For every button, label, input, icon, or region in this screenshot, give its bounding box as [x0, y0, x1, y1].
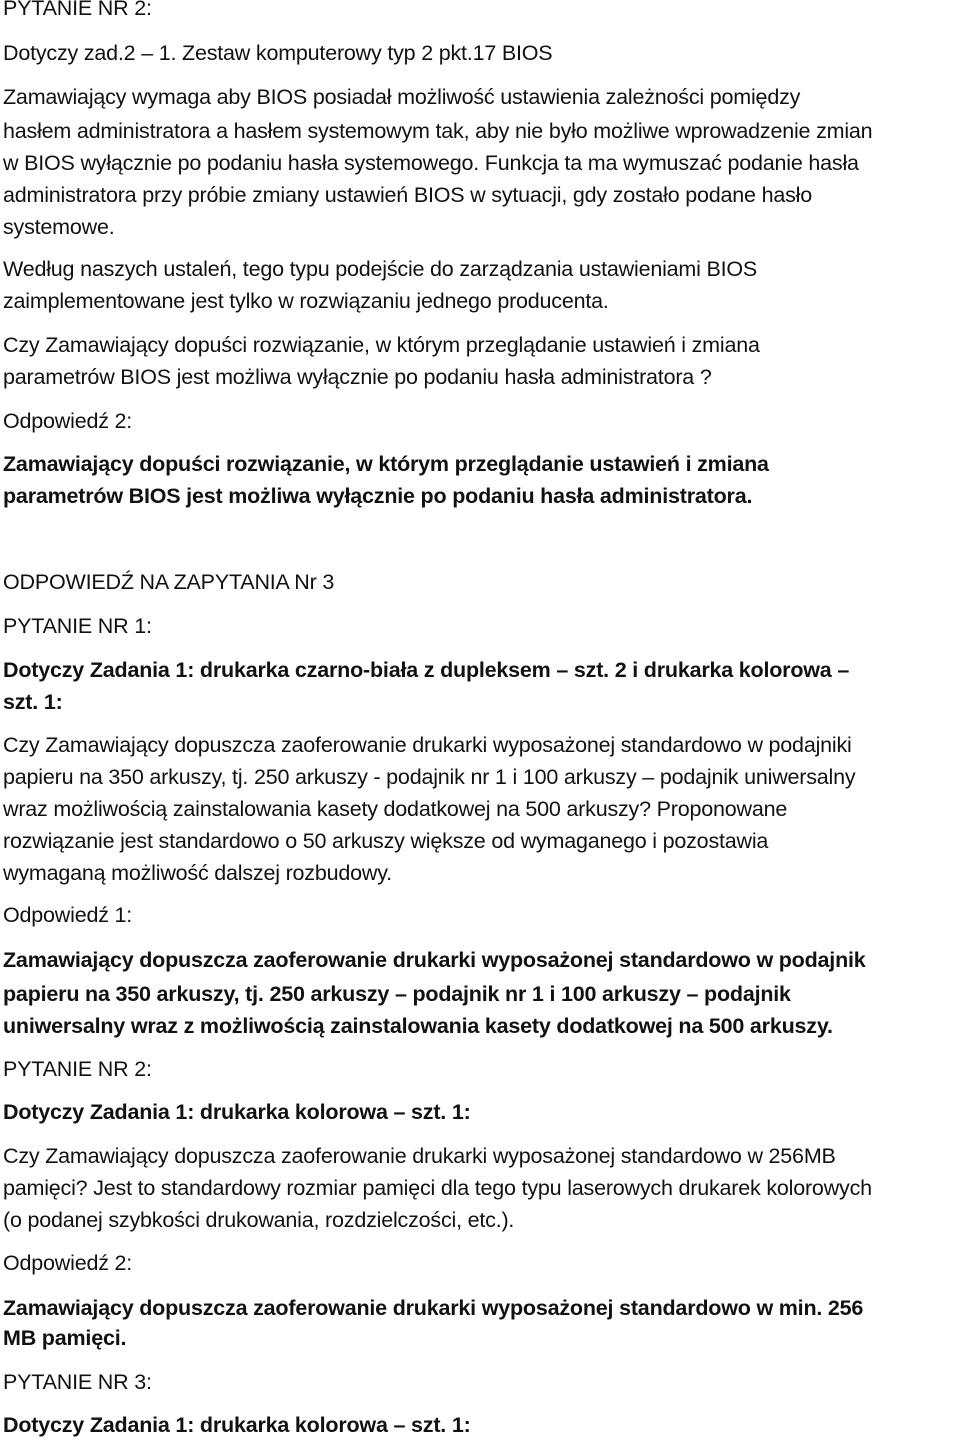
question-2-heading: PYTANIE NR 2:	[3, 0, 152, 20]
question-2-question-line: Czy Zamawiający dopuści rozwiązanie, w którym przeglądanie ustawień i zmiana	[3, 333, 760, 357]
answer-1-heading: Odpowiedź 1:	[3, 903, 133, 927]
answer-1-body-line: Zamawiający dopuszcza zaoferowanie drukarki wyposażonej standardowo w podajnik	[3, 948, 866, 972]
question-1-body-line: wraz możliwością zainstalowania kasety dodatkowej na 500 arkuszy? Proponowane	[3, 797, 788, 821]
answer-2-body-line: Zamawiający dopuści rozwiązanie, w którym przeglądanie ustawień i zmiana	[3, 452, 769, 476]
question-3-reference: Dotyczy Zadania 1: drukarka kolorowa – szt. 1:	[3, 1413, 471, 1437]
question-2b-body-line: Czy Zamawiający dopuszcza zaoferowanie drukarki wyposażonej standardowo w 256MB	[3, 1144, 836, 1168]
answer-2-heading: Odpowiedź 2:	[3, 409, 133, 433]
question-2-body-line: systemowe.	[3, 215, 115, 239]
answer-2b-body-line: Zamawiający dopuszcza zaoferowanie drukarki wyposażonej standardowo w min. 256	[3, 1296, 864, 1320]
question-1-reference-line: szt. 1:	[3, 690, 63, 714]
question-1-reference-line: Dotyczy Zadania 1: drukarka czarno-biała z dupleksem – szt. 2 i drukarka kolorowa –	[3, 658, 850, 682]
question-2-note-line: zaimplementowane jest tylko w rozwiązaniu jednego producenta.	[3, 289, 609, 313]
question-2b-reference: Dotyczy Zadania 1: drukarka kolorowa – szt. 1:	[3, 1100, 471, 1124]
question-2-question-line: parametrów BIOS jest możliwa wyłącznie po podaniu hasła administratora ?	[3, 365, 712, 389]
section-heading: ODPOWIEDŹ NA ZAPYTANIA Nr 3	[3, 570, 335, 594]
answer-2b-heading: Odpowiedź 2:	[3, 1251, 133, 1275]
question-1-heading: PYTANIE NR 1:	[3, 614, 152, 638]
question-1-body-line: papieru na 350 arkuszy, tj. 250 arkuszy - podajnik nr 1 i 100 arkuszy – podajnik uniwersalny	[3, 765, 856, 789]
question-3-heading: PYTANIE NR 3:	[3, 1370, 152, 1394]
question-2b-body-line: pamięci? Jest to standardowy rozmiar pamięci dla tego typu laserowych drukarek kolorowych	[3, 1176, 872, 1200]
question-1-body-line: Czy Zamawiający dopuszcza zaoferowanie drukarki wyposażonej standardowo w podajniki	[3, 733, 852, 757]
question-2b-heading: PYTANIE NR 2:	[3, 1057, 152, 1081]
question-2-body-line: Zamawiający wymaga aby BIOS posiadał możliwość ustawienia zależności pomiędzy	[3, 85, 801, 109]
question-2-body-line: hasłem administratora a hasłem systemowym tak, aby nie było możliwe wprowadzenie zmian	[3, 119, 873, 143]
question-2-body-line: w BIOS wyłącznie po podaniu hasła systemowego. Funkcja ta ma wymuszać podanie hasła	[3, 151, 859, 175]
answer-2-body-line: parametrów BIOS jest możliwa wyłącznie po podaniu hasła administratora.	[3, 484, 753, 508]
question-1-body-line: rozwiązanie jest standardowo o 50 arkuszy większe od wymaganego i pozostawia	[3, 829, 769, 853]
answer-1-body-line: uniwersalny wraz z możliwością zainstalowania kasety dodatkowej na 500 arkuszy.	[3, 1014, 833, 1038]
question-2-reference: Dotyczy zad.2 – 1. Zestaw komputerowy typ 2 pkt.17 BIOS	[3, 41, 553, 65]
question-2b-body-line: (o podanej szybkości drukowania, rozdzielczości, etc.).	[3, 1208, 515, 1232]
answer-1-body-line: papieru na 350 arkuszy, tj. 250 arkuszy – podajnik nr 1 i 100 arkuszy – podajnik	[3, 982, 791, 1006]
answer-2b-body-line: MB pamięci.	[3, 1326, 127, 1350]
question-1-body-line: wymaganą możliwość dalszej rozbudowy.	[3, 861, 392, 885]
question-2-body-line: administratora przy próbie zmiany ustawień BIOS w sytuacji, gdy zostało podane hasło	[3, 183, 812, 207]
question-2-note-line: Według naszych ustaleń, tego typu podejście do zarządzania ustawieniami BIOS	[3, 257, 758, 281]
